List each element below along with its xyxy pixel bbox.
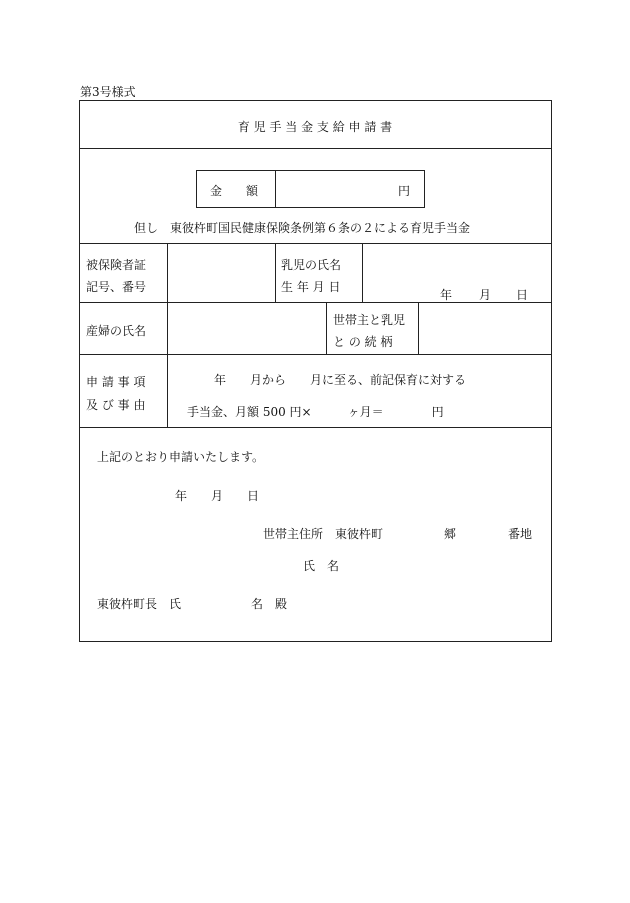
insurance-label-line1: 被保険者証: [86, 258, 147, 272]
request-amount-text: 手当金、月額 500 円× ヶ月＝ 円: [187, 405, 444, 419]
child-name-label: 乳児の氏名: [281, 258, 342, 272]
birth-year-label: 年: [440, 288, 453, 302]
declaration-statement: 上記のとおり申請いたします。: [97, 450, 265, 464]
application-date: 年 月 日: [175, 489, 260, 503]
address-banchi-label: 番地: [508, 527, 533, 541]
row-divider: [79, 148, 552, 149]
relation-field[interactable]: [419, 303, 551, 353]
form-title: 育 児 手 当 金 支 給 申 請 書: [237, 120, 393, 134]
birth-month-label: 月: [479, 288, 492, 302]
row-divider: [79, 354, 552, 355]
insurance-label-line2: 記号、番号: [86, 280, 147, 294]
amount-divider: [275, 170, 276, 208]
mother-name-field[interactable]: [168, 303, 325, 353]
insurance-number-field[interactable]: [168, 244, 274, 301]
request-label-line1: 申 請 事 項: [86, 375, 146, 389]
child-birthdate-label: 生 年 月 日: [281, 280, 341, 294]
relation-label-line1: 世帯主と乳児: [333, 313, 406, 327]
request-period-text: 年 月から 月に至る、前記保育に対する: [214, 373, 467, 387]
row-divider: [79, 427, 552, 428]
applicant-name-label: 氏 名: [303, 559, 340, 573]
addressee-label: 東彼杵町長 氏: [97, 597, 182, 611]
mother-name-label: 産婦の氏名: [86, 324, 147, 338]
column-divider: [275, 243, 276, 302]
amount-field[interactable]: 円: [398, 184, 411, 198]
column-divider: [326, 302, 327, 354]
form-number: 第3号様式: [80, 85, 136, 99]
addressee-suffix: 名 殿: [251, 597, 288, 611]
amount-note: 但し 東彼杵町国民健康保険条例第６条の２による育児手当金: [134, 221, 471, 235]
birth-day-label: 日: [516, 288, 529, 302]
request-label-line2: 及 び 事 由: [86, 398, 146, 412]
relation-label-line2: と の 続 柄: [333, 335, 393, 349]
amount-label: 金 額: [210, 184, 259, 198]
address-label: 世帯主住所 東彼杵町: [263, 527, 384, 541]
address-go-label: 郷: [444, 527, 457, 541]
